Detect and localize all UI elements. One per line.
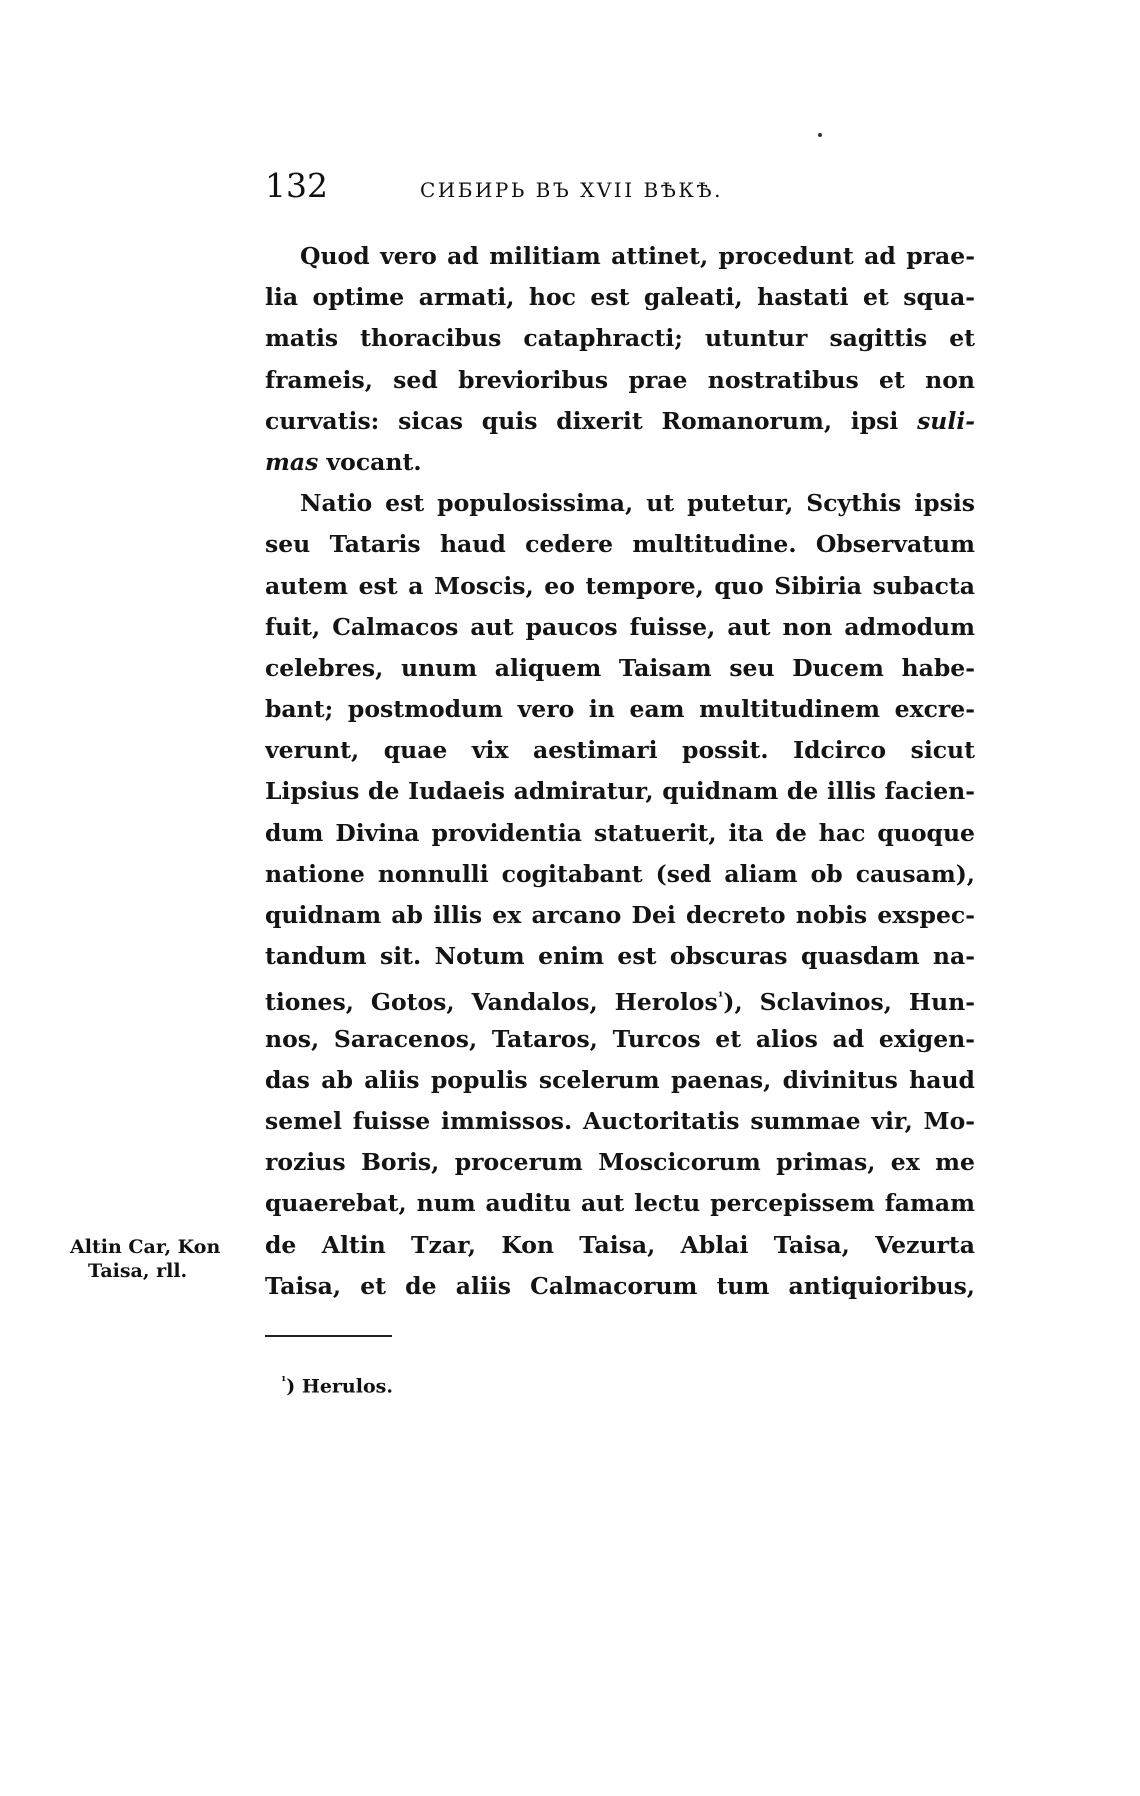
running-head: СИБИРЬ ВЪ XVII ВѢКѢ. xyxy=(420,178,723,202)
text-line: matis thoracibus cataphracti; utuntur sagittis et xyxy=(265,324,975,353)
text-line: frameis, sed brevioribus prae nostratibus et non xyxy=(265,365,975,394)
footnote-text: ) Herulos. xyxy=(286,1375,393,1398)
main-text xyxy=(265,236,975,1307)
text-line: curvatis: sicas quis dixerit Romanorum, ipsi suli- xyxy=(265,406,975,435)
footnote-marker: ¹ xyxy=(281,1374,287,1388)
text-line: de Altin Tzar, Kon Taisa, Ablai Taisa, Vezurta xyxy=(265,1230,975,1259)
text-line: natione nonnulli cogitabant (sed aliam ob causam), xyxy=(265,859,975,888)
footnote-reference: ¹ xyxy=(717,990,724,1006)
text-line: quidnam ab illis ex arcano Dei decreto nobis exspec- xyxy=(265,901,975,929)
page-number: 132 xyxy=(265,166,328,205)
text-line: das ab aliis populis scelerum paenas, divinitus haud xyxy=(265,1065,975,1094)
text-line: rozius Boris, procerum Moscicorum primas, ex me xyxy=(265,1148,975,1177)
text-line: dum Divina providentia statuerit, ita de hac quoque xyxy=(265,818,975,847)
page-header xyxy=(265,166,975,216)
text-line: Lipsius de Iudaeis admiratur, quidnam de illis facien- xyxy=(265,777,975,806)
margin-note xyxy=(70,1235,265,1283)
text-line: fuit, Calmacos aut paucos fuisse, aut non admodum xyxy=(265,612,975,641)
text-line: Taisa, et de aliis Calmacorum tum antiquioribus, xyxy=(265,1271,975,1300)
text-line: autem est a Moscis, eo tempore, quo Sibiria subacta xyxy=(265,571,975,600)
margin-note-line: Altin Car, Kon xyxy=(70,1236,221,1258)
text-line: verunt, quae vix aestimari possit. Idcirco sicut xyxy=(265,736,975,765)
italic-word: mas xyxy=(265,447,319,476)
text-line: lia optime armati, hoc est galeati, hastati et squa- xyxy=(265,283,975,312)
footnote-rule xyxy=(265,1335,392,1337)
text-line: Natio est populosissima, ut putetur, Scythis ipsis xyxy=(300,489,975,518)
text-line: Quod vero ad militiam attinet, procedunt ad prae- xyxy=(300,242,975,270)
text-line: mas vocant. xyxy=(265,447,422,476)
text-line: nos, Saracenos, Tataros, Turcos et alios ad exigen- xyxy=(265,1024,975,1053)
text-line: seu Tataris haud cedere multitudine. Observatum xyxy=(265,530,975,559)
print-speck xyxy=(818,133,822,137)
footnote xyxy=(281,1368,393,1399)
text-line: celebres, unum aliquem Taisam seu Ducem habe- xyxy=(265,653,975,682)
text-line: quaerebat, num auditu aut lectu percepissem famam xyxy=(265,1189,975,1218)
text-line: tiones, Gotos, Vandalos, Herolos$^{^1}$), Sclavinos, Hun- xyxy=(265,988,975,1017)
text-line: semel fuisse immissos. Auctoritatis summae vir, Mo- xyxy=(265,1106,975,1135)
text-line: bant; postmodum vero in eam multitudinem excre- xyxy=(265,695,975,724)
italic-word: suli- xyxy=(917,406,975,435)
margin-note-line: Taisa, rll. xyxy=(88,1260,188,1282)
text-line: tandum sit. Notum enim est obscuras quasdam na- xyxy=(265,942,975,971)
